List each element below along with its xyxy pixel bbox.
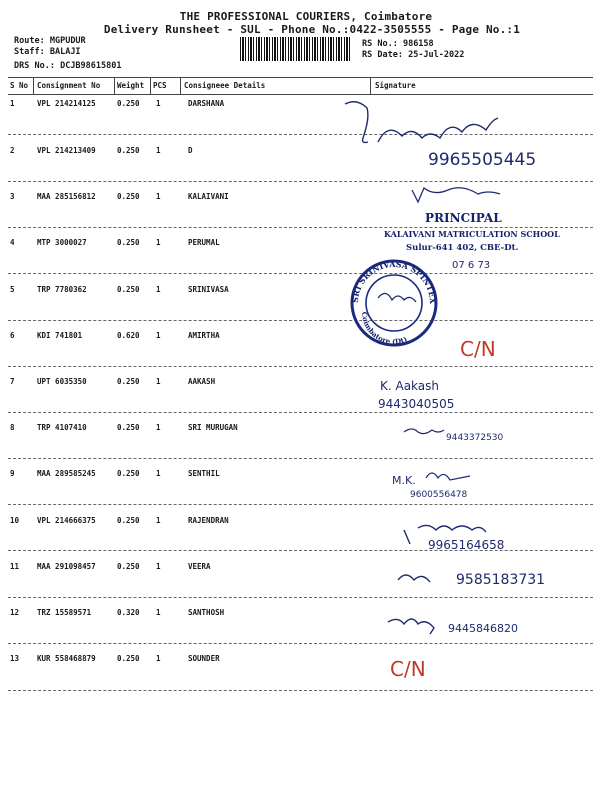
row-pcs: 1 xyxy=(156,654,161,663)
row-consignment: VPL 214666375 xyxy=(37,516,96,525)
svg-text:SRI SRINIVASA SPINTEX xyxy=(350,259,438,305)
row-sno: 12 xyxy=(10,608,20,617)
table-header-bottom-rule xyxy=(8,94,593,95)
row-pcs: 1 xyxy=(156,469,161,478)
row-weight: 0.250 xyxy=(117,562,140,571)
rs-no-value: 986158 xyxy=(402,39,434,49)
header-consignment-no: Consignment No xyxy=(37,81,101,90)
row-divider xyxy=(8,134,593,135)
row-sno: 1 xyxy=(10,99,15,108)
signature-scribble xyxy=(388,619,434,634)
row-consignee: AMIRTHA xyxy=(188,331,220,340)
row-divider xyxy=(8,597,593,598)
row-pcs: 1 xyxy=(156,192,161,201)
row-consignee: KALAIVANI xyxy=(188,192,229,201)
r11-phone: 9585183731 xyxy=(456,572,546,588)
row-consignment: MAA 285156812 xyxy=(37,192,96,201)
principal-title: PRINCIPAL xyxy=(425,211,502,225)
row-consignment: TRZ 15589571 xyxy=(37,608,92,617)
row-sno: 11 xyxy=(10,562,20,571)
row-consignee: AAKASH xyxy=(188,377,216,386)
rs-no-field xyxy=(362,39,434,49)
row-consignment: MAA 289585245 xyxy=(37,469,96,478)
principal-address: Sulur-641 402, CBE-Dt. xyxy=(406,243,519,253)
row-consignment: VPL 214214125 xyxy=(37,99,96,108)
row-consignee: VEERA xyxy=(188,562,211,571)
row-pcs: 1 xyxy=(156,516,161,525)
signature-scribble xyxy=(398,575,430,582)
row-pcs: 1 xyxy=(156,377,161,386)
row-divider xyxy=(8,412,593,413)
row-weight: 0.250 xyxy=(117,146,140,155)
runsheet-title: Delivery Runsheet - SUL - Phone No.:0422-3505555 - Page No.:1 xyxy=(103,23,521,36)
row-divider xyxy=(8,366,593,367)
row-consignment: KDI 741801 xyxy=(37,331,83,340)
header-signature: Signature xyxy=(375,81,416,90)
r7-phone: 9443040505 xyxy=(378,397,455,411)
row-weight: 0.250 xyxy=(117,516,140,525)
row-weight: 0.620 xyxy=(117,331,140,340)
signature-scribble xyxy=(412,188,500,202)
row-pcs: 1 xyxy=(156,608,161,617)
row-weight: 0.250 xyxy=(117,377,140,386)
row-divider xyxy=(8,458,593,459)
column-separator xyxy=(33,77,34,94)
company-title: THE PROFESSIONAL COURIERS, Coimbatore xyxy=(179,10,433,23)
row-consignee: D xyxy=(188,146,193,155)
header-consignee-details: Consigneee Details xyxy=(184,81,266,90)
row-sno: 2 xyxy=(10,146,15,155)
row-pcs: 1 xyxy=(156,146,161,155)
row-consignee: RAJENDRAN xyxy=(188,516,229,525)
staff-field xyxy=(14,47,81,57)
row-consignment: KUR 558468879 xyxy=(37,654,96,663)
row-weight: 0.250 xyxy=(117,654,140,663)
row-weight: 0.250 xyxy=(117,423,140,432)
row-weight: 0.320 xyxy=(117,608,140,617)
row-weight: 0.250 xyxy=(117,192,140,201)
column-separator xyxy=(150,77,151,94)
row-pcs: 1 xyxy=(156,238,161,247)
row-divider xyxy=(8,504,593,505)
rs-date-field xyxy=(362,50,464,60)
row-sno: 4 xyxy=(10,238,15,247)
table-header-top-rule xyxy=(8,77,593,78)
route-label: Route: xyxy=(14,36,45,46)
row-consignee: SANTHOSH xyxy=(188,608,225,617)
principal-school: KALAIVANI MATRICULATION SCHOOL xyxy=(384,229,560,239)
r10-phone: 9965164658 xyxy=(428,538,505,552)
row-consignment: TRP 4107410 xyxy=(37,423,87,432)
signature-scribble xyxy=(404,429,444,434)
header-pcs: PCS xyxy=(153,81,167,90)
header-sno: S No xyxy=(10,81,29,90)
r8-phone: 9443372530 xyxy=(446,433,504,443)
row-consignment: UPT 6035350 xyxy=(37,377,87,386)
row-pcs: 1 xyxy=(156,285,161,294)
r13-cn-mark: C/N xyxy=(390,657,426,681)
signature-scribble xyxy=(345,102,498,143)
row-weight: 0.250 xyxy=(117,469,140,478)
signature-scribble xyxy=(426,473,470,480)
row-consignment: TRP 7780362 xyxy=(37,285,87,294)
barcode xyxy=(240,37,350,61)
row-weight: 0.250 xyxy=(117,238,140,247)
rs-date-value: 25-Jul-2022 xyxy=(408,50,465,60)
row-sno: 7 xyxy=(10,377,15,386)
row-divider xyxy=(8,550,593,551)
drs-label: DRS No.: xyxy=(14,61,55,71)
row-sno: 13 xyxy=(10,654,20,663)
row-sno: 9 xyxy=(10,469,15,478)
rs-date-label: RS Date: xyxy=(362,50,403,60)
stamp-bottom-text: Coimbatore (Dt) xyxy=(359,311,409,347)
row-sno: 8 xyxy=(10,423,15,432)
r9-name: M.K. xyxy=(392,474,416,487)
row-divider xyxy=(8,690,593,691)
row-consignment: VPL 214213409 xyxy=(37,146,96,155)
row-consignment: MTP 3000027 xyxy=(37,238,87,247)
row-consignee: PERUMAL xyxy=(188,238,220,247)
row-pcs: 1 xyxy=(156,423,161,432)
row-pcs: 1 xyxy=(156,331,161,340)
staff-label: Staff: xyxy=(14,47,45,57)
drs-value: DCJB98615801 xyxy=(60,61,122,71)
round-stamp xyxy=(350,259,438,346)
row-divider xyxy=(8,181,593,182)
r12-phone: 9445846820 xyxy=(448,622,518,635)
signature-scribble xyxy=(404,525,486,544)
row-weight: 0.250 xyxy=(117,285,140,294)
row-divider xyxy=(8,273,593,274)
row-consignee: DARSHANA xyxy=(188,99,225,108)
row-sno: 3 xyxy=(10,192,15,201)
r2-phone: 9965505445 xyxy=(428,150,537,170)
route-field xyxy=(14,36,86,46)
row-consignee: SRINIVASA xyxy=(188,285,229,294)
column-separator xyxy=(370,77,371,94)
row-sno: 6 xyxy=(10,331,15,340)
r9-phone: 9600556478 xyxy=(410,490,468,500)
svg-text:Coimbatore (Dt) xyxy=(360,311,409,346)
route-value: MGPUDUR xyxy=(49,36,86,46)
column-separator xyxy=(180,77,181,94)
row-pcs: 1 xyxy=(156,99,161,108)
row-consignment: MAA 291098457 xyxy=(37,562,96,571)
stamp-top-text: SRI SRINIVASA SPINTEX xyxy=(349,258,439,305)
row-weight: 0.250 xyxy=(117,99,140,108)
row-sno: 5 xyxy=(10,285,15,294)
rs-no-label: RS No.: xyxy=(362,39,398,49)
r7-name: K. Aakash xyxy=(380,379,440,393)
r4-note: 07 6 73 xyxy=(452,260,491,271)
row-consignee: SOUNDER xyxy=(188,654,220,663)
row-consignee: SENTHIL xyxy=(188,469,220,478)
drs-field xyxy=(14,61,122,71)
row-divider xyxy=(8,320,593,321)
row-divider xyxy=(8,227,593,228)
column-separator xyxy=(114,77,115,94)
row-sno: 10 xyxy=(10,516,20,525)
row-pcs: 1 xyxy=(156,562,161,571)
row-divider xyxy=(8,643,593,644)
staff-value: BALAJI xyxy=(49,47,81,57)
r6-cn-mark: C/N xyxy=(460,337,496,361)
header-weight: Weight xyxy=(117,81,145,90)
row-consignee: SRI MURUGAN xyxy=(188,423,238,432)
